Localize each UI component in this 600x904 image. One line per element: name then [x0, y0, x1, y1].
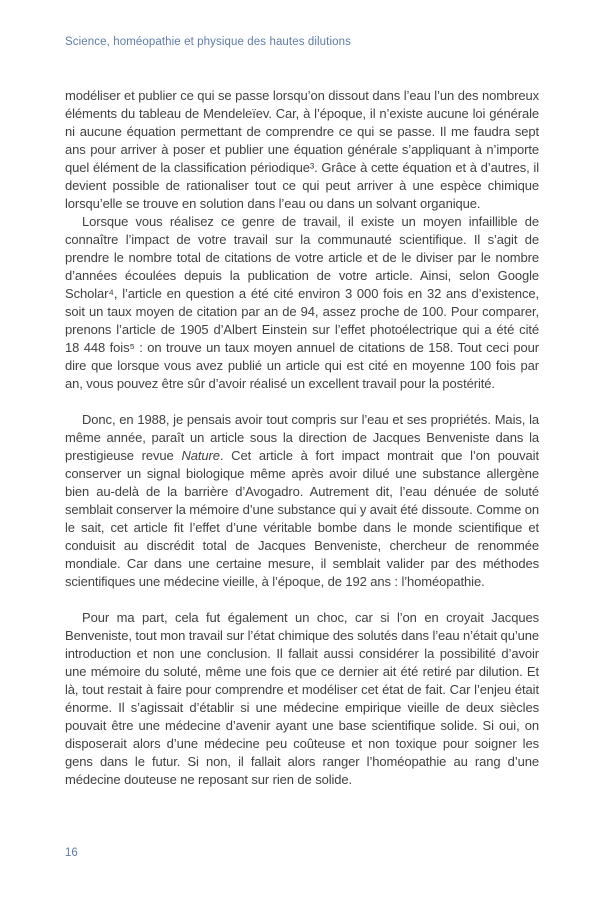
text-body: [65, 87, 539, 789]
paragraph: [65, 213, 539, 393]
text-run: modéliser et publier ce qui se passe lorsqu’on dissout dans l’eau l’un des nombreux éléments du tableau de Mendeleïev. Car, à l’époque, il n’existe aucune loi générale ni aucune équation permettant de comprendre ce qui se passe. Il me faudra sept ans pour arriver à poser et publier une équation générale s’appliquant à n’importe quel élément de la classification périodique³. Grâce à cette équation et à d’autres, il devient possible de rationaliser tout ce qui peut arriver à une espèce chimique lorsqu’elle se trouve en solution dans l’eau ou dans un solvant organique.: [65, 88, 539, 211]
paragraph: [65, 609, 539, 789]
text-run: Lorsque vous réalisez ce genre de travail, il existe un moyen infaillible de connaître l’impact de votre travail sur la communauté scientifique. Il s’agit de prendre le nombre total de citations de votre article et de le diviser par le nombre d’années écoulées depuis la publication de votre article. Ainsi, selon Google Scholar⁴, l’article en question a été cité environ 3 000 fois en 32 ans d’existence, soit un taux moyen de citation par an de 94, assez proche de 100. Pour comparer, prenons l’article de 1905 d’Albert Einstein sur l’effet photoélectrique qui a été cité 18 448 fois⁵ : on trouve un taux moyen annuel de citations de 158. Tout ceci pour dire que lorsque vous avez publié un article qui est cité en moyenne 100 fois par an, vous pouvez être sûr d’avoir réalisé un excellent travail pour la postérité.: [65, 214, 539, 391]
text-run: Donc, en 1988, je pensais avoir tout compris sur l’eau et ses propriétés. Mais, la même année, paraît un article sous la direction de Jacques Benveniste dans la prestigieuse revue: [65, 412, 539, 463]
page-number: 16: [65, 847, 78, 859]
running-header: Science, homéopathie et physique des hautes dilutions: [65, 36, 351, 48]
text-run: Pour ma part, cela fut également un choc, car si l’on en croyait Jacques Benveniste, tout mon travail sur l’état chimique des solutés dans l’eau n’était qu’une introduction et non une conclusion. Il fallait aussi considérer la possibilité d’avoir une mémoire du soluté, même une fois que ce dernier ait été retiré par dilution. Et là, tout restait à faire pour comprendre et modéliser cet état de fait. Car l’enjeu était énorme. Il s’agissait d’établir si une médecine empirique vieille de deux siècles pouvait être une médecine d’avenir ayant une base scientifique solide. Si oui, on disposerait alors d’une médecine peu coûteuse et non toxique pour soigner les gens dans le futur. Si non, il fallait alors ranger l’homéopathie au rang d’une médecine douteuse ne reposant sur rien de solide.: [65, 610, 539, 787]
paragraph: [65, 87, 539, 213]
paragraph: [65, 411, 539, 591]
italic-run: Nature: [181, 448, 220, 463]
text-run: . Cet article à fort impact montrait que l’on pouvait conserver un signal biologique même après avoir dilué une substance allergène bien au-delà de la barrière d’Avogadro. Autrement dit, l’eau dénuée de soluté semblait conserver la mémoire d’une substance qui y avait été dissoute. Comme on le sait, cet article fit l’effet d’une véritable bombe dans le monde scientifique et conduisit au discrédit total de Jacques Benveniste, chercheur de renommée mondiale. Car dans une certaine mesure, il semblait valider par des méthodes scientifiques une médecine vieille, à l’époque, de 192 ans : l’homéopathie.: [65, 448, 539, 589]
